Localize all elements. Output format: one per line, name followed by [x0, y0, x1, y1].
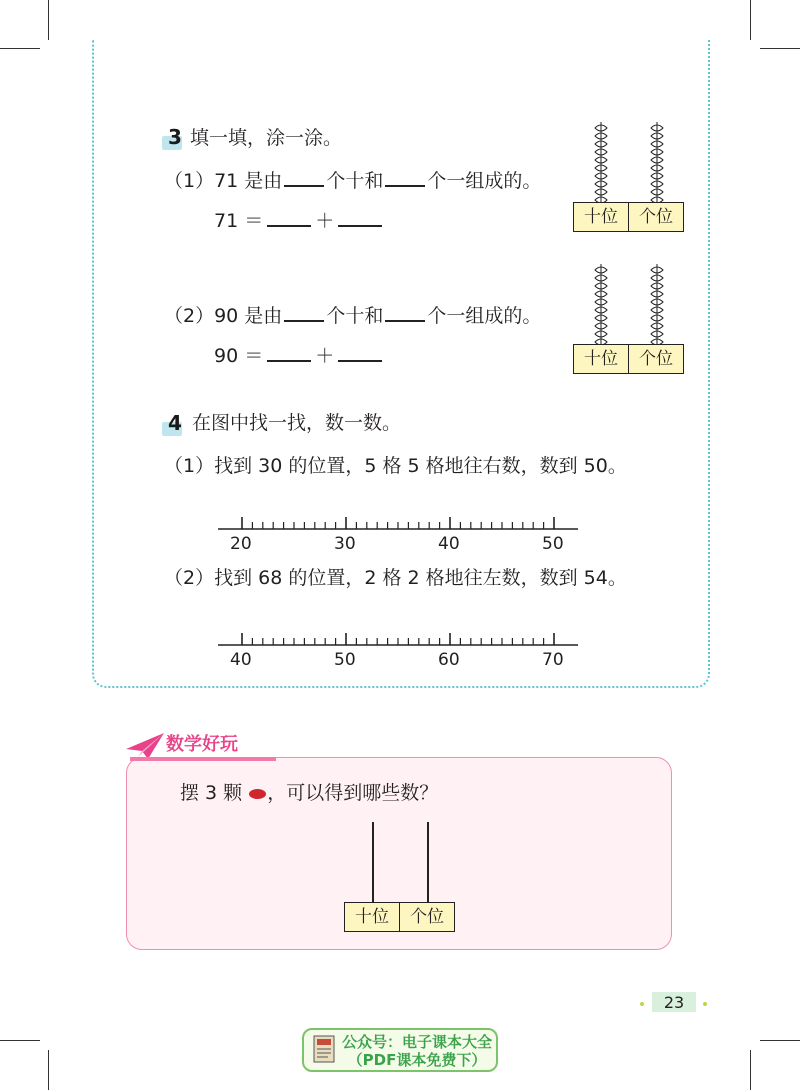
tens-label: 十位: [584, 349, 618, 369]
tens-label: 十位: [355, 907, 389, 927]
problem-title: 填一填，涂一涂。: [190, 127, 343, 149]
crop-mark: [0, 48, 40, 49]
answer-blank[interactable]: [267, 342, 311, 362]
heading-underline: [130, 757, 276, 761]
abacus-rod[interactable]: [427, 822, 429, 904]
fun-section-heading: [124, 731, 274, 759]
answer-blank[interactable]: [338, 207, 382, 227]
tick-label: 20: [230, 534, 252, 554]
plus-sign: ＋: [315, 345, 335, 367]
crop-mark: [750, 0, 751, 40]
sentence-text: 个一组成的。: [427, 170, 542, 192]
crop-mark: [760, 48, 800, 49]
place-value-box: [573, 344, 684, 374]
answer-blank[interactable]: [385, 167, 425, 187]
tick-label: 50: [542, 534, 564, 554]
answer-blank[interactable]: [284, 167, 324, 187]
answer-blank[interactable]: [338, 342, 382, 362]
tick-label: 60: [438, 650, 460, 670]
banner-line-1: 公众号：电子课本大全: [342, 1033, 493, 1051]
equation-left: 71 ＝: [214, 210, 264, 232]
problem4-part1-text: （1）找到 30 的位置，5 格 5 格地往右数，数到 50。: [164, 455, 627, 477]
problem-number: 4: [164, 410, 186, 436]
problem4-part2-text: （2）找到 68 的位置，2 格 2 格地往左数，数到 54。: [164, 567, 627, 589]
dot-decoration: [640, 1002, 644, 1006]
crop-mark: [48, 1050, 49, 1090]
place-value-box: [573, 202, 684, 232]
tens-label: 十位: [584, 207, 618, 227]
dot-decoration: [703, 1002, 707, 1006]
abacus-rods: [580, 120, 680, 204]
ones-label: 个位: [628, 203, 683, 231]
answer-blank[interactable]: [267, 207, 311, 227]
sentence-text: 90 是由: [214, 305, 283, 327]
problem-number: 3: [164, 124, 186, 150]
abacus-rod[interactable]: [372, 822, 374, 904]
book-icon: [312, 1034, 338, 1068]
sentence-text: 个十和: [326, 305, 384, 327]
place-value-box: [344, 902, 455, 932]
problem3-part1: [164, 167, 541, 193]
part-label: （2）: [164, 305, 215, 327]
tick-label: 40: [230, 650, 252, 670]
sentence-text: 71 是由: [214, 170, 283, 192]
answer-blank[interactable]: [284, 302, 324, 322]
bead-icon: [249, 789, 266, 799]
equation-left: 90 ＝: [214, 345, 264, 367]
promo-banner: [302, 1028, 498, 1072]
crop-mark: [48, 0, 49, 40]
tick-label: 40: [438, 534, 460, 554]
section-title: 数学好玩: [166, 734, 238, 755]
crop-mark: [0, 1040, 40, 1041]
equation-row: [214, 207, 386, 233]
number-line-1: [216, 510, 582, 554]
page-number: 23: [652, 992, 696, 1012]
crop-mark: [750, 1050, 751, 1090]
fun-question: [180, 781, 438, 805]
problem-title: 在图中找一找，数一数。: [192, 412, 402, 434]
banner-line-2: （PDF课本免费下）: [347, 1051, 487, 1069]
answer-blank[interactable]: [385, 302, 425, 322]
sentence-text: 个一组成的。: [427, 305, 542, 327]
tick-label: 30: [334, 534, 356, 554]
ones-label: 个位: [628, 345, 683, 373]
sentence-text: 个十和: [326, 170, 384, 192]
tick-label: 50: [334, 650, 356, 670]
question-text: 摆 3 颗: [180, 782, 243, 804]
abacus-rods: [580, 262, 680, 346]
tick-label: 70: [542, 650, 564, 670]
problem3-part2: [164, 302, 541, 328]
ones-label: 个位: [399, 903, 454, 931]
number-line-2: [216, 626, 582, 670]
question-text: ，可以得到哪些数？: [267, 782, 439, 804]
part-label: （1）: [164, 170, 215, 192]
plus-sign: ＋: [315, 210, 335, 232]
equation-row: [214, 342, 386, 368]
crop-mark: [760, 1040, 800, 1041]
